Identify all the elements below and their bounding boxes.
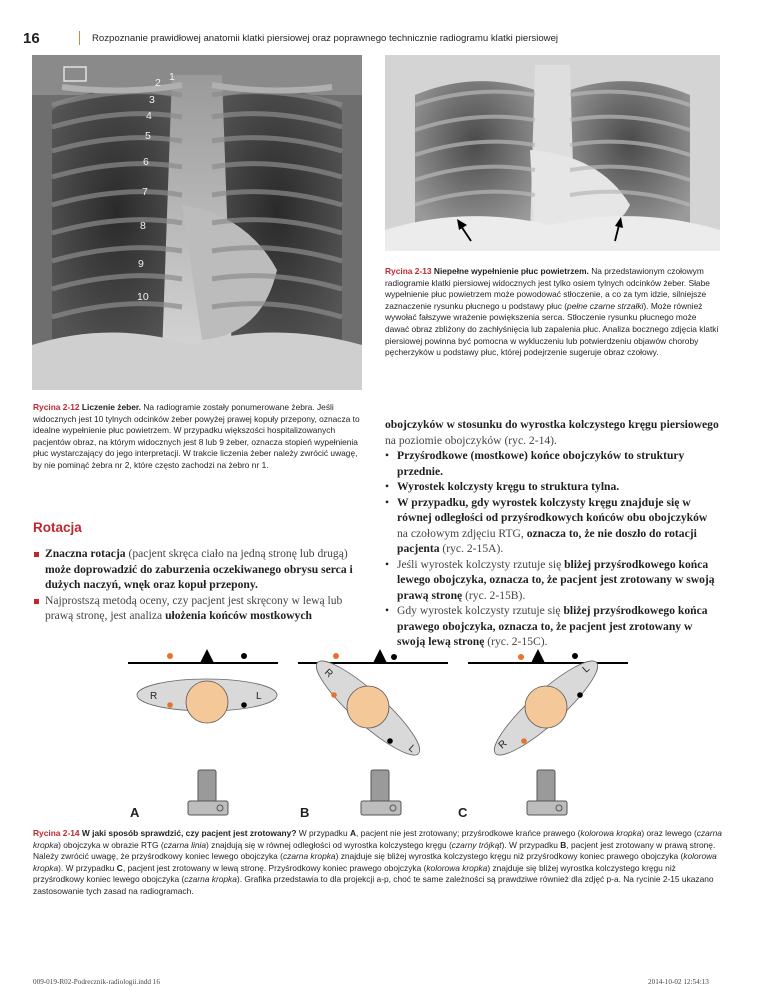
footer-timestamp: 2014-10-02 12:54:13 [648, 978, 709, 986]
left-clavicle-dot [391, 654, 397, 660]
side-label-l: L [405, 743, 418, 755]
right-clavicle-dot [333, 653, 339, 659]
rib-label-5: 5 [145, 130, 151, 142]
xray-tube-icon [188, 770, 228, 815]
rotation-diagram-svg [128, 645, 648, 820]
caption-segment: ) obojczyka w obrazie RTG ( [58, 839, 164, 850]
caption-segment: ) znajduje się bliżej wyrostka kolczystego kręgu niż przyśrodkowy koniec lewego obojczyka ( [33, 862, 676, 885]
panel-letter-a: A [130, 805, 140, 820]
patient-head-icon [186, 681, 228, 723]
bullet-square-icon [34, 599, 39, 604]
figure-13-label: Rycina 2-13 [385, 266, 432, 276]
figure-12-title: Liczenie żeber. [81, 402, 142, 412]
right-clavicle-dot [167, 653, 173, 659]
caption-segment: ) znajdują się w równej odległości od wyrostka kolczystego kręgu ( [206, 839, 452, 850]
footer-file: 009-019-R02-Podrecznik-radiologii.indd 16 [33, 978, 160, 986]
rib-label-6: 6 [143, 156, 149, 168]
panel-b [298, 649, 448, 820]
patient-head-icon [525, 686, 567, 728]
caption-segment: , pacjent jest zrotowany w lewą stronę. Przyśrodkowy koniec prawego obojczyka ( [122, 862, 427, 873]
list-item: • Wyrostek kolczysty kręgu to struktura tylna. [385, 479, 720, 495]
rib-label-4: 4 [146, 110, 152, 122]
rib-label-7: 7 [142, 186, 148, 198]
right-column [385, 417, 720, 650]
rib-label-3: 3 [149, 94, 155, 106]
panel-a [128, 649, 278, 820]
xray-rib-count-image [32, 55, 362, 390]
caption-segment: czarna linia [163, 839, 207, 850]
list-item: • Jeśli wyrostek kolczysty rzutuje się bliżej przyśrodkowego końca lewego obojczyka, oznacza to, że pacjent jest zrotowany w swoją prawą stronę (ryc. 2-15B). [385, 557, 720, 604]
rib-label-9: 9 [138, 258, 144, 270]
side-label-l: L [580, 663, 593, 676]
spinous-process-icon [200, 649, 214, 663]
clavicle-end-dot [577, 692, 583, 698]
list-item: Najprostszą metodą oceny, czy pacjent jest skręcony w lewą lub prawą stronę, jest analiza ułożenia końców mostkowych [45, 593, 363, 624]
panel-c [458, 649, 628, 820]
caption-segment: ). W przypadku [58, 862, 117, 873]
figure-14-label: Rycina 2-14 [33, 828, 80, 838]
caption-segment: , pacjent jest zrotowany w prawą stronę. Należy zwrócić uwagę, że przyśrodkowy koniec lewego obojczyka ( [33, 839, 716, 862]
left-clavicle-dot [572, 653, 578, 659]
caption-segment: ) oraz lewego ( [641, 828, 697, 838]
figure-14-title: W jaki sposób sprawdzić, czy pacjent jest zrotowany? [81, 828, 297, 838]
figure-13-title: Niepełne wypełnienie płuc powietrzem. [433, 266, 589, 276]
rotation-diagram [128, 645, 648, 820]
caption-segment: czarna kropka [33, 828, 722, 850]
figure-12-caption [33, 402, 365, 472]
figure-12-text: Na radiogramie zostały ponumerowane żebra. Jeśli widocznych jest 10 tylnych odcinków żeber powyżej prawej kopuły przepony, oznacza to idealne wypełnienie płuc powietrzem. W przypadku większości hospitalizowanych pacjentów obraz, na którym widocznych jest 8 lub 9 żeber, oznacza stopień wypełnienia płuc wystarczający do jego interpretacji. W trakcie liczenia żeber należy zwrócić uwagę, by nie pominąć żebra nr 2, które często zachodzi na żebro nr 1. [33, 402, 360, 470]
xray-tube-icon [361, 770, 401, 815]
panel-letter-c: C [458, 805, 468, 820]
rib-label-2: 2 [155, 77, 161, 89]
caption-segment: A [349, 828, 357, 838]
caption-segment: czarna kropka [184, 874, 237, 885]
figure-13-text-1: Na przedstawionym czołowym radiogramie klatki piersiowej widocznych jest tylko osiem tylnych odcinków żeber. Słabe wypełnienie płuc powietrzem może powodować stłoczenie, a co za tym idzie, silniejsze zaznaczenie rysunku płucnego u podstawy płuc ( [385, 266, 710, 311]
xray-poor-inflation [385, 55, 720, 251]
patient-head-icon [347, 686, 389, 728]
rib-label-1: 1 [169, 71, 175, 83]
figure-14-caption [33, 828, 723, 898]
rib-label-8: 8 [140, 220, 146, 232]
caption-segment: B [560, 839, 567, 850]
caption-segment: ) znajduje się bliżej wyrostka kolczystego kręgu niż przyśrodkowy koniec prawego obojczyka ( [335, 851, 684, 862]
clavicle-end-dot [331, 692, 337, 698]
clavicle-end-dot [167, 702, 173, 708]
side-label-r: R [321, 667, 335, 681]
figure-13-italic: pełne czarne strzałki [567, 300, 644, 311]
caption-segment: kolorowa kropka [33, 851, 717, 873]
side-label-r: R [496, 738, 510, 752]
caption-segment: , pacjent nie jest zrotowany; przyśrodkowe krańce prawego ( [356, 828, 581, 838]
caption-segment: kolorowa kropka [426, 862, 488, 873]
clavicle-end-dot [521, 738, 527, 744]
right-clavicle-dot [518, 654, 524, 660]
caption-segment: czarna kropka [282, 851, 336, 862]
caption-segment: czarny trójkąt [451, 839, 502, 850]
running-title: Rozpoznanie prawidłowej anatomii klatki piersiowej oraz poprawnego technicznie radiogramu klatki piersiowej [92, 33, 559, 44]
caption-segment: W przypadku [296, 828, 350, 838]
list-item: Znaczna rotacja (pacjent skręca ciało na jedną stronę lub drugą) może doprowadzić do zaburzenia oczekiwanego obrysu serca i dużych naczyń, wnęk oraz kopuł przepony. [45, 546, 363, 593]
panel-letter-b: B [300, 805, 310, 820]
caption-segment: ). W przypadku [501, 839, 561, 850]
left-clavicle-dot [241, 653, 247, 659]
spinous-process-icon [373, 649, 387, 663]
spinous-process-icon [531, 649, 545, 663]
xray-rib-count [32, 55, 362, 390]
left-column [45, 546, 363, 624]
figure-12-label: Rycina 2-12 [33, 402, 80, 412]
section-heading: Rotacja [33, 520, 82, 535]
caption-segment: ). Grafika przedstawia to dla projekcji a-p, choć te same zależności są prawdziwe również dla zdjęć p-a. Na rycinie 2-15 ukazano zastosowanie tych zasad na radiogramach. [33, 874, 714, 896]
side-label-l: L [256, 691, 262, 702]
figure-14-text [33, 828, 722, 896]
side-label-r: R [150, 691, 158, 702]
caption-segment: kolorowa kropka [580, 828, 642, 838]
page-number: 16 [23, 30, 40, 47]
list-item: • Gdy wyrostek kolczysty rzutuje się bliżej przyśrodkowego końca prawego obojczyka, oznacza to, że pacjent jest zrotowany w swoją lewą stronę (ryc. 2-15C). [385, 603, 720, 650]
rib-label-10: 10 [137, 291, 149, 303]
paragraph-continuation: obojczyków w stosunku do wyrostka kolczystego kręgu piersiowego na poziomie obojczyków (ryc. 2-14). [385, 418, 719, 447]
clavicle-end-dot [387, 738, 393, 744]
xray-tube-icon [527, 770, 567, 815]
clavicle-end-dot [241, 702, 247, 708]
figure-13-caption [385, 266, 720, 359]
list-item: • W przypadku, gdy wyrostek kolczysty kręgu znajduje się w równej odległości od przyśrodkowych końców obu obojczyków na czołowym zdjęciu RTG, oznacza to, że nie doszło do rotacji pacjenta (ryc. 2-15A). [385, 495, 720, 557]
header-divider [79, 31, 80, 45]
bullet-square-icon [34, 552, 39, 557]
caption-segment: C [116, 862, 123, 873]
list-item: • Przyśrodkowe (mostkowe) końce obojczyków to struktury przednie. [385, 448, 720, 479]
figure-13-text-2: ). Może również wywołać fałszywe wrażenie powiększenia serca. Stłoczenie rysunku płucnego może dawać obraz zbliżony do zachłyśnięcia lub zapalenia płuc. Analiza bocznego zdjęcia klatki piersiowej powinna być pomocna w wykluczeniu lub potwierdzeniu objawów choroby pęcherzyków u podstawy płuc, której podejrzenie sugeruje obraz czołowy. [385, 300, 719, 358]
xray-poor-inflation-image [385, 55, 720, 251]
